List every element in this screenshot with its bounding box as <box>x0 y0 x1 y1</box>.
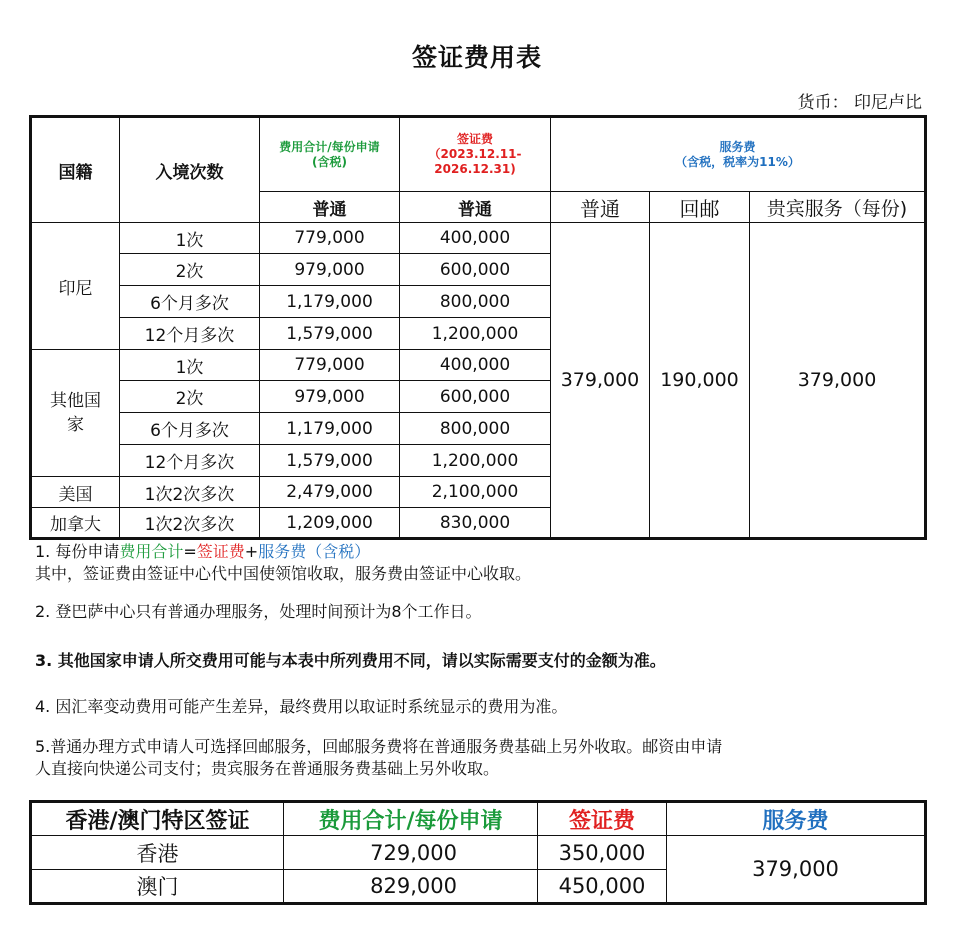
note-2: 2. 登巴萨中心只有普通办理服务，处理时间预计为8个工作日。 <box>35 602 482 621</box>
cell-hk-total: 729,000 <box>284 836 538 870</box>
cell-total: 979,000 <box>260 254 400 286</box>
service-vip-value: 379,000 <box>750 223 926 539</box>
header-service-fee-line1: 服务费 <box>719 139 756 154</box>
cell-hk-visa: 350,000 <box>538 836 667 870</box>
cell-total: 2,479,000 <box>260 477 400 508</box>
note-5-line1: 5.普通办理方式申请人可选择回邮服务，回邮服务费将在普通服务费基础上另外收取。邮资由申请 <box>35 737 723 756</box>
note-1 <box>35 541 531 585</box>
header-visa-fee <box>400 117 551 192</box>
cell-total: 1,209,000 <box>260 508 400 539</box>
subheader-service-vip: 贵宾服务（每份) <box>750 192 926 223</box>
cell-entry: 1次 <box>120 350 260 381</box>
cell-entry: 1次2次多次 <box>120 477 260 508</box>
page-title: 签证费用表 <box>411 43 542 72</box>
group-canada: 加拿大 <box>31 508 120 539</box>
note-3: 3. 其他国家申请人所交费用可能与本表中所列费用不同，请以实际需要支付的金额为准。 <box>35 651 666 670</box>
note-4: 4. 因汇率变动费用可能产生差异，最终费用以取证时系统显示的费用为准。 <box>35 697 568 716</box>
cell-visa: 2,100,000 <box>400 477 551 508</box>
cell-visa: 800,000 <box>400 286 551 318</box>
cell-region: 香港 <box>31 836 284 870</box>
visa-fee-table <box>29 115 927 540</box>
table-row <box>31 223 926 254</box>
header-region: 香港/澳门特区签证 <box>31 802 284 836</box>
note-1-plus: + <box>244 542 259 561</box>
service-return-value: 190,000 <box>650 223 750 539</box>
header-entries: 入境次数 <box>120 117 260 223</box>
cell-visa: 400,000 <box>400 350 551 381</box>
header-hk-service: 服务费 <box>667 802 926 836</box>
subheader-visa-normal: 普通 <box>400 192 551 223</box>
group-other-line1: 其他国 <box>50 391 101 411</box>
header-service-fee-line2: （含税，税率为11%） <box>675 154 800 169</box>
cell-total: 779,000 <box>260 223 400 254</box>
cell-visa: 800,000 <box>400 413 551 445</box>
currency-label: 货币： 印尼卢比 <box>797 93 922 113</box>
cell-total: 779,000 <box>260 350 400 381</box>
note-1-prefix: 1. 每份申请 <box>35 542 120 561</box>
header-total-line1: 费用合计/每份申请 <box>279 139 380 154</box>
cell-hk-visa: 450,000 <box>538 870 667 904</box>
note-5-line2: 人直接向快递公司支付；贵宾服务在普通服务费基础上另外收取。 <box>35 759 500 778</box>
header-nationality: 国籍 <box>31 117 120 223</box>
header-total <box>260 117 400 192</box>
header-total-line2: (含税) <box>312 154 347 169</box>
cell-entry: 6个月多次 <box>120 413 260 445</box>
hk-macau-fee-table <box>29 800 927 905</box>
header-visa-fee-line3: 2026.12.31) <box>434 162 516 176</box>
table-row <box>31 836 926 870</box>
cell-visa: 400,000 <box>400 223 551 254</box>
cell-total: 1,179,000 <box>260 413 400 445</box>
group-indonesia: 印尼 <box>31 223 120 350</box>
header-visa-fee-line1: 签证费 <box>456 132 493 146</box>
note-1-visa: 签证费 <box>196 542 245 561</box>
subheader-total-normal: 普通 <box>260 192 400 223</box>
service-normal-value: 379,000 <box>551 223 650 539</box>
cell-entry: 12个月多次 <box>120 445 260 477</box>
cell-entry: 6个月多次 <box>120 286 260 318</box>
header-service-fee <box>551 117 926 192</box>
cell-visa: 1,200,000 <box>400 318 551 350</box>
cell-total: 979,000 <box>260 381 400 413</box>
subheader-service-normal: 普通 <box>551 192 650 223</box>
group-other-countries <box>31 350 120 477</box>
cell-visa: 1,200,000 <box>400 445 551 477</box>
cell-entry: 12个月多次 <box>120 318 260 350</box>
header-hk-total: 费用合计/每份申请 <box>284 802 538 836</box>
header-hk-visa: 签证费 <box>538 802 667 836</box>
cell-visa: 600,000 <box>400 381 551 413</box>
group-other-line2: 家 <box>67 415 84 435</box>
note-1-line2: 其中，签证费由签证中心代中国使领馆收取，服务费由签证中心收取。 <box>35 564 532 583</box>
note-1-total: 费用合计 <box>119 542 184 561</box>
cell-entry: 1次2次多次 <box>120 508 260 539</box>
cell-total: 1,579,000 <box>260 445 400 477</box>
note-5 <box>35 736 722 780</box>
cell-entry: 1次 <box>120 223 260 254</box>
cell-visa: 830,000 <box>400 508 551 539</box>
cell-visa: 600,000 <box>400 254 551 286</box>
cell-total: 1,579,000 <box>260 318 400 350</box>
group-usa: 美国 <box>31 477 120 508</box>
cell-entry: 2次 <box>120 254 260 286</box>
subheader-service-return: 回邮 <box>650 192 750 223</box>
cell-total: 1,179,000 <box>260 286 400 318</box>
hk-service-value: 379,000 <box>667 836 926 904</box>
cell-hk-total: 829,000 <box>284 870 538 904</box>
note-1-service: 服务费（含税） <box>258 542 371 561</box>
cell-entry: 2次 <box>120 381 260 413</box>
note-1-eq: = <box>183 542 197 561</box>
cell-region: 澳门 <box>31 870 284 904</box>
header-visa-fee-line2: （2023.12.11- <box>428 147 522 161</box>
